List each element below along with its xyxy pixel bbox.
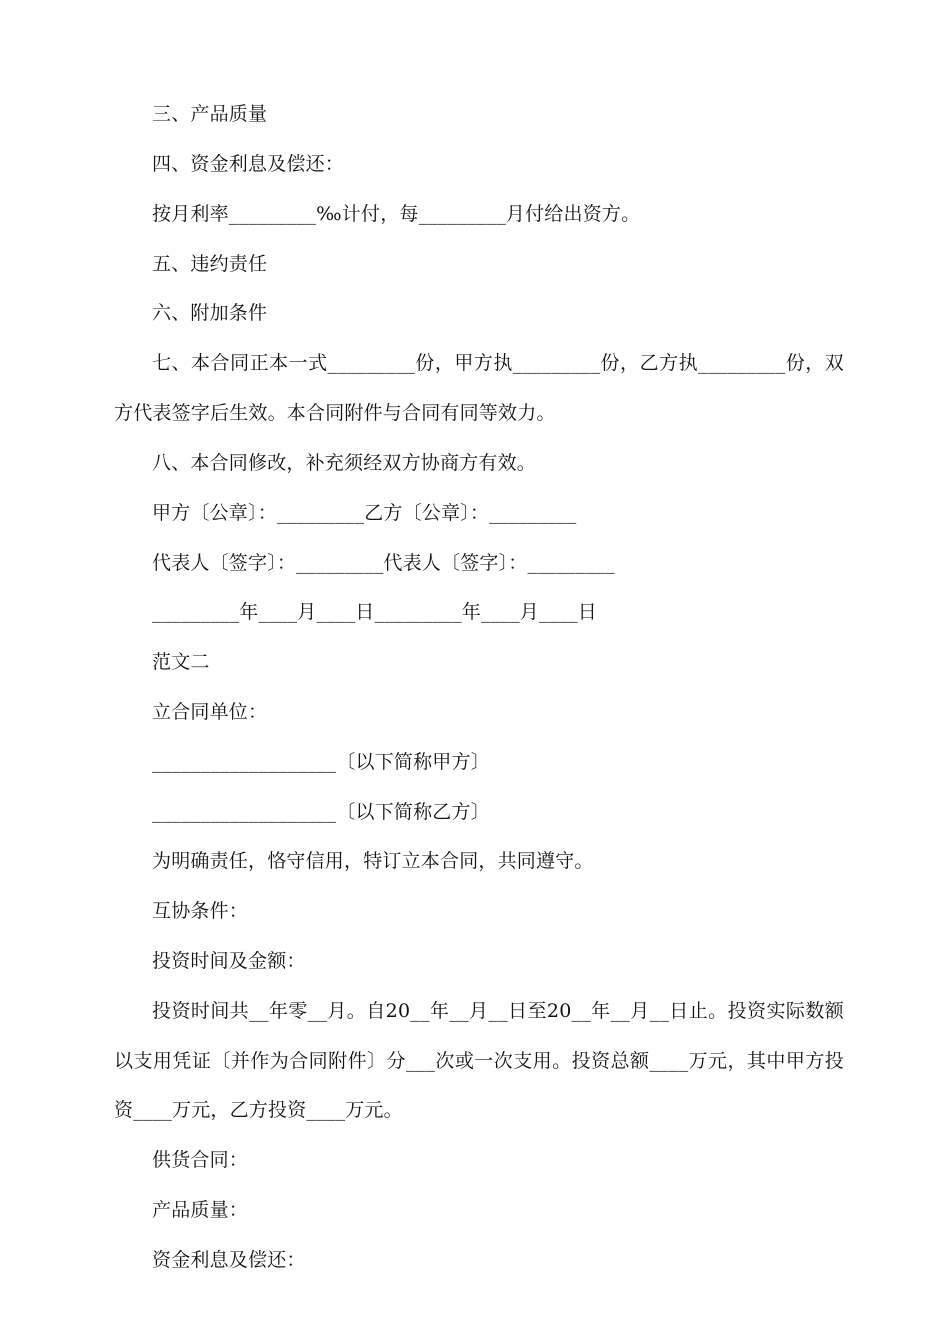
supply-contract-label: 供货合同： — [152, 1149, 249, 1171]
investment-clause-line-1: 投资时间共__年零__月。自20__年__月__日至20__年__月__日止。投资实际数额 — [152, 1000, 844, 1022]
sample-two-heading: 范文二 — [152, 651, 210, 673]
monthly-rate-clause: 按月利率_________‰计付，每_________月付给出资方。 — [152, 203, 641, 225]
section-liability: 五、违约责任 — [152, 253, 268, 275]
contracting-parties-label: 立合同单位： — [152, 701, 268, 723]
party-b-line: ___________________〔以下简称乙方〕 — [152, 801, 490, 823]
investment-clause-line-3: 资____万元，乙方投资____万元。 — [114, 1099, 403, 1121]
seal-line: 甲方〔公章〕：_________乙方〔公章〕：_________ — [152, 502, 577, 524]
date-line: _________年____月____日_________年____月____日 — [152, 601, 598, 623]
mutual-conditions-label: 互协条件： — [152, 900, 249, 922]
copies-clause-line-2: 方代表签字后生效。本合同附件与合同有同等效力。 — [114, 402, 556, 424]
interest-repayment-label: 资金利息及偿还： — [152, 1249, 306, 1271]
amendment-clause: 八、本合同修改，补充须经双方协商方有效。 — [152, 452, 537, 474]
section-additional-terms: 六、附加条件 — [152, 302, 268, 324]
copies-clause-line-1: 七、本合同正本一式_________份，甲方执_________份，乙方执_________份，双 — [152, 352, 844, 374]
investment-clause-line-2: 以支用凭证〔并作为合同附件〕分___次或一次支用。投资总额____万元，其中甲方投 — [114, 1050, 844, 1072]
signature-line: 代表人〔签字〕：_________代表人〔签字〕：_________ — [152, 552, 615, 574]
purpose-statement: 为明确责任，恪守信用，特订立本合同，共同遵守。 — [152, 850, 594, 872]
section-interest-repayment: 四、资金利息及偿还： — [152, 153, 345, 175]
investment-time-amount-label: 投资时间及金额： — [152, 950, 306, 972]
product-quality-label: 产品质量： — [152, 1199, 249, 1221]
party-a-line: ___________________〔以下简称甲方〕 — [152, 751, 490, 773]
section-product-quality: 三、产品质量 — [152, 103, 268, 125]
